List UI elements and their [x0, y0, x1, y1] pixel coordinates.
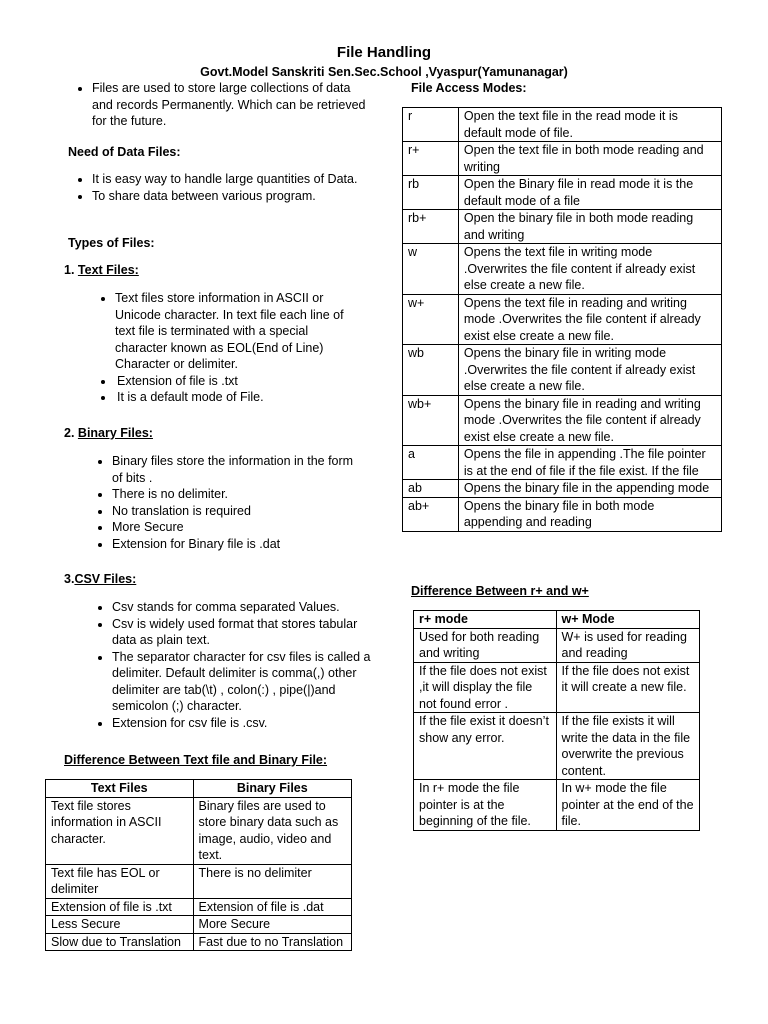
section-number: 2.	[64, 426, 75, 440]
mode-description-cell: Opens the binary file in writing mode .Overwrites the file content if already exist else create a new file.	[458, 345, 721, 396]
table-header: Binary Files	[193, 780, 351, 798]
list-item: • Extension for Binary file is .dat	[112, 536, 360, 553]
table-cell: Extension of file is .txt	[46, 898, 194, 916]
table-row	[403, 294, 722, 345]
list-item: • Extension of file is .txt	[115, 373, 357, 390]
table-row	[46, 797, 352, 864]
section-title: Text Files:	[77, 263, 139, 277]
mode-description-cell: Open the Binary file in read mode it is the default mode of a file	[458, 176, 721, 210]
table-cell: Slow due to Translation	[46, 933, 194, 951]
need-heading: Need of Data Files:	[68, 145, 181, 159]
list-item: • The separator character for csv files is called a delimiter. Default delimiter is comma(,) other delimiter are tab(\t) , colon(:) , pipe(|)and semicolon (;) character.	[112, 649, 378, 715]
table-cell: There is no delimiter	[193, 864, 351, 898]
table-header-row	[414, 611, 700, 629]
table-row	[403, 345, 722, 396]
mode-code-cell: wb	[403, 345, 459, 396]
mode-description-cell: Open the text file in both mode reading and writing	[458, 142, 721, 176]
table-header: r+ mode	[414, 611, 557, 629]
csv-files-list	[92, 599, 378, 731]
text-files-list	[95, 290, 357, 406]
table-row	[414, 628, 700, 662]
mode-description-cell: Open the text file in the read mode it is default mode of file.	[458, 108, 721, 142]
diff-r-w-table	[413, 610, 700, 831]
mode-description-cell: Opens the binary file in reading and writing mode .Overwrites the file content if already exist else create a new file.	[458, 395, 721, 446]
table-cell: Text file stores information in ASCII character.	[46, 797, 194, 864]
types-heading: Types of Files:	[68, 236, 155, 250]
table-cell: In r+ mode the file pointer is at the beginning of the file.	[414, 780, 557, 831]
table-cell: If the file does not exist ,it will display the file not found error .	[414, 662, 557, 713]
table-row	[403, 210, 722, 244]
table-row	[403, 497, 722, 531]
mode-code-cell: r	[403, 108, 459, 142]
mode-code-cell: ab+	[403, 497, 459, 531]
table-cell: If the file does not exist it will create a new file.	[556, 662, 700, 713]
table-row	[403, 176, 722, 210]
mode-code-cell: a	[403, 446, 459, 480]
list-item: • Text files store information in ASCII or Unicode character. In text file each line of text file is terminated with a special character known as EOL(End of Line) Character or delimiter.	[115, 290, 357, 373]
diff-r-w-heading: Difference Between r+ and w+	[411, 584, 589, 598]
mode-code-cell: w	[403, 244, 459, 295]
table-cell: W+ is used for reading and reading	[556, 628, 700, 662]
table-header: Text Files	[46, 780, 194, 798]
table-cell: Fast due to no Translation	[193, 933, 351, 951]
table-row	[414, 780, 700, 831]
table-cell: If the file exists it will write the data in the file overwrite the previous content.	[556, 713, 700, 780]
table-cell: Binary files are used to store binary data such as image, audio, video and text.	[193, 797, 351, 864]
table-header-row	[46, 780, 352, 798]
list-item: • Csv is widely used format that stores tabular data as plain text.	[112, 616, 378, 649]
section-title: CSV Files:	[74, 572, 137, 586]
intro-bullet: • Files are used to store large collections of data and records Permanently. Which can be retrieved for the future.	[92, 80, 372, 130]
table-row	[414, 713, 700, 780]
mode-code-cell: w+	[403, 294, 459, 345]
table-row	[46, 898, 352, 916]
section-number: 1.	[64, 263, 75, 277]
mode-description-cell: Opens the text file in reading and writing mode .Overwrites the file content if already exist else create a new file.	[458, 294, 721, 345]
list-item: • It is a default mode of File.	[115, 389, 357, 406]
table-cell: More Secure	[193, 916, 351, 934]
table-cell: Less Secure	[46, 916, 194, 934]
list-item: • Binary files store the information in the form of bits .	[112, 453, 360, 486]
page-title: File Handling	[336, 44, 432, 61]
binary-files-heading	[64, 425, 153, 442]
table-row	[403, 108, 722, 142]
table-cell: Extension of file is .dat	[193, 898, 351, 916]
diff-text-binary-heading: Difference Between Text file and Binary File:	[64, 753, 328, 767]
list-item: • To share data between various program.	[92, 188, 372, 205]
mode-code-cell: rb+	[403, 210, 459, 244]
table-row	[46, 864, 352, 898]
list-item: • It is easy way to handle large quantities of Data.	[92, 171, 372, 188]
table-row	[46, 933, 352, 951]
list-item: • More Secure	[112, 519, 360, 536]
table-row	[403, 480, 722, 498]
table-row	[403, 244, 722, 295]
binary-files-list	[92, 453, 360, 552]
mode-description-cell: Opens the binary file in the appending mode	[458, 480, 721, 498]
table-row	[403, 446, 722, 480]
table-row	[403, 142, 722, 176]
csv-files-heading	[64, 571, 136, 588]
mode-code-cell: rb	[403, 176, 459, 210]
list-item: • No translation is required	[112, 503, 360, 520]
mode-description-cell: Open the binary file in both mode reading and writing	[458, 210, 721, 244]
table-cell: If the file exist it doesn’t show any error.	[414, 713, 557, 780]
table-header: w+ Mode	[556, 611, 700, 629]
table-cell: Used for both reading and writing	[414, 628, 557, 662]
access-modes-table	[402, 107, 722, 532]
section-title: Binary Files:	[77, 426, 153, 440]
table-row	[414, 662, 700, 713]
mode-code-cell: r+	[403, 142, 459, 176]
table-cell: In w+ mode the file pointer at the end of the file.	[556, 780, 700, 831]
list-item: • There is no delimiter.	[112, 486, 360, 503]
mode-description-cell: Opens the binary file in both mode appending and reading	[458, 497, 721, 531]
access-modes-heading: File Access Modes:	[411, 81, 527, 95]
diff-text-binary-table	[45, 779, 352, 951]
page-subtitle: Govt.Model Sanskriti Sen.Sec.School ,Vyaspur(Yamunanagar)	[200, 65, 568, 79]
intro-section	[72, 80, 372, 130]
mode-description-cell: Opens the text file in writing mode .Overwrites the file content if already exist else create a new file.	[458, 244, 721, 295]
need-list	[72, 171, 372, 204]
mode-code-cell: ab	[403, 480, 459, 498]
list-item: • Extension for csv file is .csv.	[112, 715, 378, 732]
table-row	[403, 395, 722, 446]
table-row	[46, 916, 352, 934]
text-files-heading	[64, 262, 139, 279]
table-cell: Text file has EOL or delimiter	[46, 864, 194, 898]
mode-description-cell: Opens the file in appending .The file pointer is at the end of file if the file exist. If the file	[458, 446, 721, 480]
section-number: 3.	[64, 572, 75, 586]
list-item: • Csv stands for comma separated Values.	[112, 599, 378, 616]
mode-code-cell: wb+	[403, 395, 459, 446]
